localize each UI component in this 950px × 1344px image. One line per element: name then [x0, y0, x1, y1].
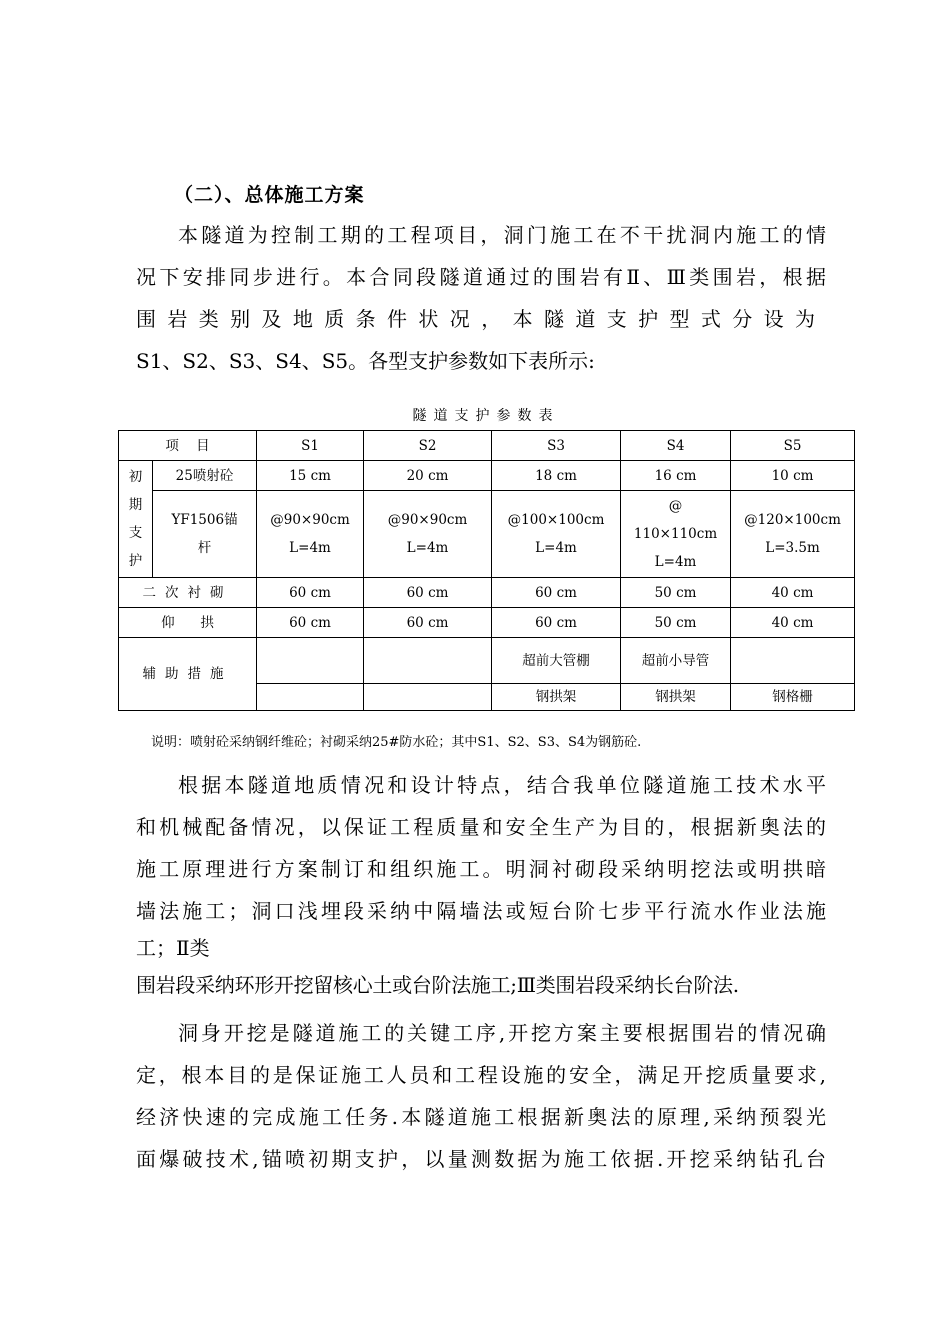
row-label-shotcrete: 25喷射砼: [153, 461, 257, 491]
cell-line: L=4m: [289, 540, 331, 556]
cell-line: 110×110cm: [633, 526, 718, 542]
table-row: [119, 461, 855, 491]
text-line: 定，根本目的是保证施工人员和工程设施的安全，满足开挖质量要求,: [136, 1063, 826, 1087]
group-label-char: 期: [128, 497, 143, 513]
table-row: [119, 608, 855, 638]
cell: 超前大管棚: [492, 638, 621, 684]
header-s2: S2: [364, 431, 492, 461]
text-line: 施工原理进行方案制订和组织施工。明洞衬砌段采纳明挖法或明拱暗: [136, 857, 826, 881]
text-line: 况下安排同步进行。本合同段隧道通过的围岩有Ⅱ、Ⅲ类围岩，根据: [136, 265, 826, 289]
cell: 60 cm: [364, 608, 492, 638]
table-row: [119, 638, 855, 684]
table-header-row: [119, 431, 855, 461]
row-label-invert: 仰 拱: [119, 608, 257, 638]
text-line: 根据本隧道地质情况和设计特点，结合我单位隧道施工技术水平: [178, 773, 826, 797]
cell-line: @90×90cm: [387, 512, 468, 528]
cell-line: @90×90cm: [270, 512, 350, 528]
text-line: 围岩类别及地质条件状况，本隧道支护型式分设为: [136, 307, 826, 331]
cell-line: L=3.5m: [765, 540, 820, 556]
header-s4: S4: [621, 431, 731, 461]
table-row: [119, 491, 855, 578]
cell-line: @: [668, 498, 683, 514]
support-parameter-table: [118, 430, 855, 711]
group-label-char: 支: [128, 525, 143, 541]
table-caption: 隧道支护参数表: [412, 408, 560, 424]
text-line: 本隧道为控制工期的工程项目，洞门施工在不干扰洞内施工的情: [178, 223, 826, 247]
text-line: 经济快速的完成施工任务.本隧道施工根据新奥法的原理,采纳预裂光: [136, 1105, 826, 1129]
table-note: 说明：喷射砼采纳钢纤维砼；衬砌采纳25#防水砼；其中S1、S2、S3、S4为钢筋砼.: [151, 735, 642, 750]
text-line: 和机械配备情况，以保证工程质量和安全生产为目的，根据新奥法的: [136, 815, 826, 839]
paragraph-construction-method: [136, 764, 826, 1006]
cell: 钢拱架: [492, 684, 621, 711]
cell: 60 cm: [492, 608, 621, 638]
text-line: 面爆破技术,锚喷初期支护，以量测数据为施工依据.开挖采纳钻孔台: [136, 1147, 826, 1171]
cell-line: @100×100cm: [507, 512, 605, 528]
cell-line: L=4m: [535, 540, 577, 556]
cell: [364, 684, 492, 711]
cell: [621, 491, 731, 578]
row-label-auxiliary-measures: 辅助措施: [119, 638, 257, 711]
header-item: 项 目: [119, 431, 257, 461]
cell: 60 cm: [257, 608, 364, 638]
text-line: S1、S2、S3、S4、S5。各型支护参数如下表所示:: [136, 349, 595, 373]
cell: [731, 638, 855, 684]
cell-line: L=4m: [654, 554, 697, 570]
cell: 50 cm: [621, 608, 731, 638]
cell-line: @120×100cm: [744, 512, 841, 528]
group-label-initial-support: [119, 461, 153, 578]
cell: 60 cm: [492, 578, 621, 608]
cell: 20 cm: [364, 461, 492, 491]
cell: 60 cm: [257, 578, 364, 608]
cell: [492, 491, 621, 578]
header-s3: S3: [492, 431, 621, 461]
header-s5: S5: [731, 431, 855, 461]
cell: 16 cm: [621, 461, 731, 491]
cell: 钢格栅: [731, 684, 855, 711]
row-label-secondary-lining: 二次衬砌: [119, 578, 257, 608]
cell: [257, 491, 364, 578]
cell: [364, 638, 492, 684]
row-label-part: YF1506锚: [171, 512, 238, 528]
cell: 60 cm: [364, 578, 492, 608]
group-label-char: 初: [128, 469, 143, 485]
cell: 40 cm: [731, 608, 855, 638]
cell: [257, 638, 364, 684]
section-heading: （二）、总体施工方案: [174, 184, 365, 206]
row-label-part: 杆: [197, 540, 212, 556]
text-line: 墙法施工；洞口浅埋段采纳中隔墙法或短台阶七步平行流水作业法施: [136, 899, 826, 923]
cell: 15 cm: [257, 461, 364, 491]
row-label-anchor: [153, 491, 257, 578]
cell: 钢拱架: [621, 684, 731, 711]
text-line: 围岩段采纳环形开挖留核心土或台阶法施工;Ⅲ类围岩段采纳长台阶法.: [136, 973, 739, 997]
paragraph-intro: [136, 214, 826, 382]
group-label-char: 护: [128, 553, 143, 569]
header-s1: S1: [257, 431, 364, 461]
cell: 超前小导管: [621, 638, 731, 684]
cell: [364, 491, 492, 578]
cell: 50 cm: [621, 578, 731, 608]
table-row: [119, 578, 855, 608]
cell-line: L=4m: [406, 540, 449, 556]
cell: 40 cm: [731, 578, 855, 608]
cell: 10 cm: [731, 461, 855, 491]
cell: [257, 684, 364, 711]
paragraph-excavation: [136, 1012, 826, 1180]
cell: 18 cm: [492, 461, 621, 491]
text-line: 洞身开挖是隧道施工的关键工序,开挖方案主要根据围岩的情况确: [178, 1021, 826, 1045]
cell: [731, 491, 855, 578]
text-line: 工；Ⅱ类: [136, 936, 210, 960]
